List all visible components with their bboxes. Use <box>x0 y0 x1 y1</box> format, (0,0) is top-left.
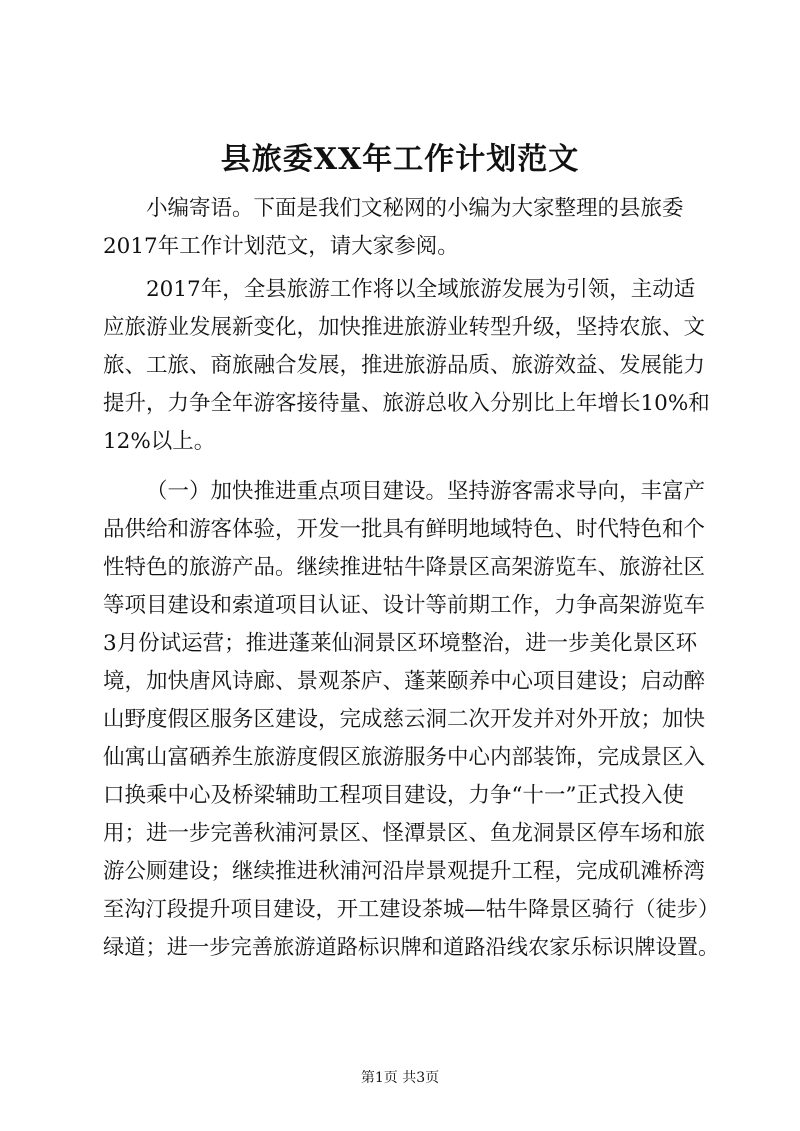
paragraph-line: 境，加快唐风诗廊、景观茶庐、蓬莱颐养中心项目建设；启动醉 <box>103 669 706 694</box>
paragraph-line: 2017年工作计划范文，请大家参阅。 <box>103 234 459 259</box>
paragraph-line: 至沟汀段提升项目建设，开工建设茶城—牯牛降景区骑行（徒步） <box>103 897 720 922</box>
paragraph-line: （一）加快推进重点项目建设。坚持游客需求导向，丰富产 <box>146 479 706 504</box>
document-title: 县旅委XX年工作计划范文 <box>220 142 580 177</box>
paragraph-line: 应旅游业发展新变化，加快推进旅游业转型升级，坚持农旅、文 <box>103 315 706 340</box>
paragraph-line: 3月份试运营；推进蓬莱仙洞景区环境整治，进一步美化景区环 <box>103 631 698 656</box>
paragraph-line: 游公厕建设；继续推进秋浦河沿岸景观提升工程，完成矶滩桥湾 <box>103 859 706 884</box>
paragraph-line: 等项目建设和索道项目认证、设计等前期工作，力争高架游览车 <box>103 593 706 618</box>
paragraph-line: 12%以上。 <box>103 429 216 454</box>
paragraph-line: 山野度假区服务区建设，完成慈云洞二次开发并对外开放；加快 <box>103 707 706 732</box>
paragraph-line: 性特色的旅游产品。继续推进牯牛降景区高架游览车、旅游社区 <box>103 555 706 580</box>
paragraph-line: 绿道；进一步完善旅游道路标识牌和道路沿线农家乐标识牌设置。 <box>103 935 720 960</box>
paragraph-line: 小编寄语。下面是我们文秘网的小编为大家整理的县旅委 <box>146 196 684 221</box>
page-footer: 第1页 共3页 <box>360 1070 440 1086</box>
paragraph-line: 提升，力争全年游客接待量、旅游总收入分别比上年增长10%和 <box>103 391 710 416</box>
paragraph-line: 品供给和游客体验，开发一批具有鲜明地域特色、时代特色和个 <box>103 517 706 542</box>
paragraph-line: 仙寓山富硒养生旅游度假区旅游服务中心内部装饰，完成景区入 <box>103 745 706 770</box>
paragraph-line: 用；进一步完善秋浦河景区、怪潭景区、鱼龙洞景区停车场和旅 <box>103 821 706 846</box>
paragraph-line: 2017年，全县旅游工作将以全域旅游发展为引领，主动适 <box>146 277 696 302</box>
paragraph-line: 旅、工旅、商旅融合发展，推进旅游品质、旅游效益、发展能力 <box>103 353 706 378</box>
paragraph-line: 口换乘中心及桥梁辅助工程项目建设，力争“十一”正式投入使 <box>103 783 684 808</box>
